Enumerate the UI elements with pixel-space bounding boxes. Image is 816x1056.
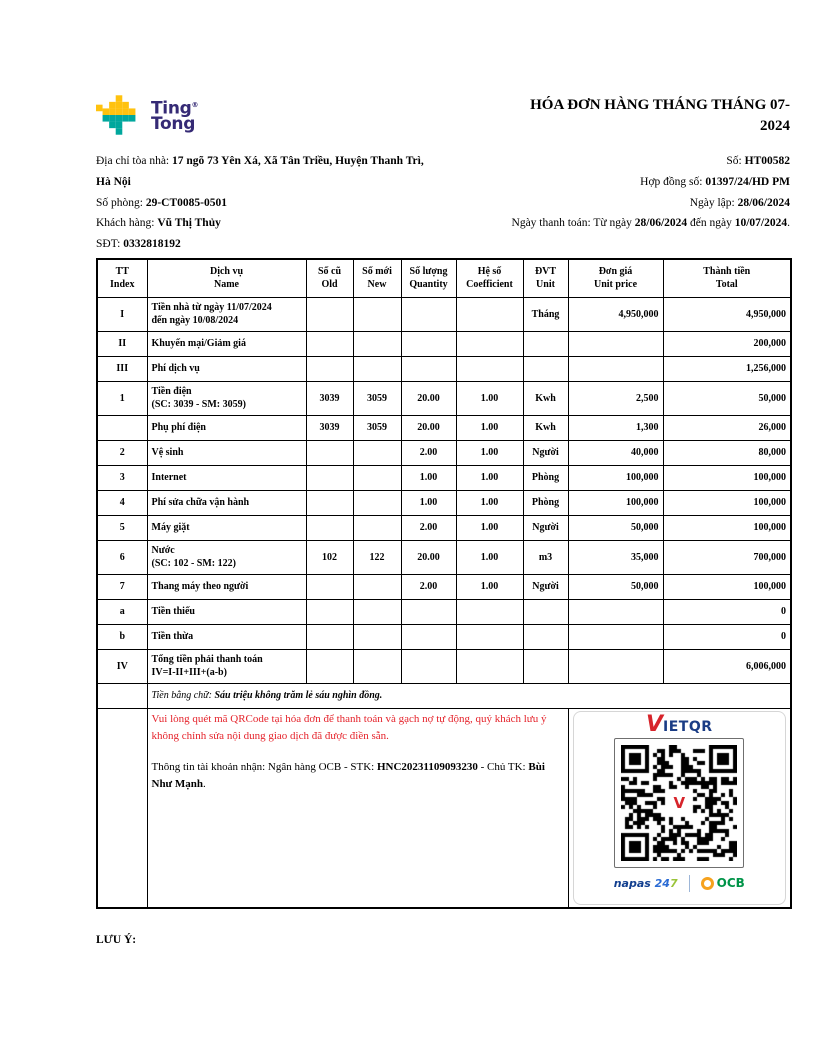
vietqr-v-icon: V [645,711,663,737]
col-header-unit: ĐVT Unit [523,259,568,297]
col-header-total: Thành tiền Total [663,259,791,297]
table-row [97,624,791,649]
cell-unit: Tháng [523,297,568,331]
table-row [97,574,791,599]
cell-coefficient: 1.00 [456,381,523,415]
cell-new [353,624,401,649]
cell-total: 100,000 [663,465,791,490]
col-header-index: TT Index [97,259,147,297]
cell-coefficient: 1.00 [456,465,523,490]
cell-total: 26,000 [663,415,791,440]
cell-quantity: 20.00 [401,381,456,415]
cell-new [353,440,401,465]
brand-line2: Tong [151,113,196,134]
building-address: Địa chỉ tòa nhà: 17 ngõ 73 Yên Xá, Xã Tân Triều, Huyện Thanh Trì, Hà Nội [96,155,424,188]
cell-index: II [97,331,147,356]
customer-name: Khách hàng: Vũ Thị Thủy [96,217,221,230]
cell-coefficient [456,649,523,683]
cell-name: Nước (SC: 102 - SM: 122) [147,540,306,574]
cell-unit-price [568,356,663,381]
cell-unit: Phòng [523,490,568,515]
cell-old: 102 [306,540,353,574]
cell-old [306,515,353,540]
contract-number: Hợp đồng số: 01397/24/HD PM [640,175,790,188]
cell-unit-price: 100,000 [568,490,663,515]
cell-old: 3039 [306,381,353,415]
cell-name: Thang máy theo người [147,574,306,599]
cell-total: 100,000 [663,574,791,599]
vietqr-card [573,711,787,905]
cell-total: 200,000 [663,331,791,356]
cell-new [353,297,401,331]
cell-coefficient: 1.00 [456,515,523,540]
cell-unit-price [568,624,663,649]
invoice-table [96,258,792,909]
cell-old [306,331,353,356]
cell-old [306,490,353,515]
cell-unit: Người [523,440,568,465]
cell-index [97,415,147,440]
divider [689,875,690,892]
cell-unit-price: 4,950,000 [568,297,663,331]
table-row [97,649,791,683]
col-header-new: Số mới New [353,259,401,297]
cell-name: Tổng tiền phải thanh toán IV=I-II+III+(a-b) [147,649,306,683]
cell-old [306,465,353,490]
room-number: Số phòng: 29-CT0085-0501 [96,196,227,209]
payment-qr-row [97,708,791,908]
table-row [97,440,791,465]
cell-total: 100,000 [663,515,791,540]
amount-in-words: Tiền bằng chữ: Sáu triệu không trăm lẻ sáu nghìn đồng. [147,683,791,708]
cell-total: 700,000 [663,540,791,574]
cell-total: 0 [663,599,791,624]
cell-name: Phụ phí điện [147,415,306,440]
table-row [97,381,791,415]
col-header-quantity: Số lượng Quantity [401,259,456,297]
cell-unit: m3 [523,540,568,574]
invoice-number: Số: HT00582 [726,155,790,167]
cell-old [306,574,353,599]
cell-new: 3059 [353,415,401,440]
cell-new [353,515,401,540]
cell-index: 7 [97,574,147,599]
table-row [97,465,791,490]
cell-quantity: 1.00 [401,465,456,490]
cell-index: 5 [97,515,147,540]
cell-old [306,599,353,624]
cell-unit-price: 100,000 [568,465,663,490]
cell-total: 4,950,000 [663,297,791,331]
cell-name: Vệ sinh [147,440,306,465]
cell-unit [523,624,568,649]
cell-name: Tiền thừa [147,624,306,649]
cell-new [353,356,401,381]
table-row [97,356,791,381]
cell-index: I [97,297,147,331]
cell-total: 6,006,000 [663,649,791,683]
cell-index: 3 [97,465,147,490]
cell-new [353,649,401,683]
qr-center-logo: V [667,792,691,814]
qr-code-cell [568,708,791,908]
cell-unit [523,599,568,624]
cell-coefficient [456,599,523,624]
customer-phone: SĐT: 0332818192 [96,238,181,251]
cell-unit-price: 50,000 [568,515,663,540]
cell-old [306,649,353,683]
table-row [97,490,791,515]
cell-old [306,356,353,381]
col-header-name: Dịch vụ Name [147,259,306,297]
cell-name: Tiền nhà từ ngày 11/07/2024 đến ngày 10/08/2024 [147,297,306,331]
cell-unit-price: 35,000 [568,540,663,574]
cell-unit: Người [523,574,568,599]
cell-unit [523,356,568,381]
cell-new [353,465,401,490]
cell-quantity: 2.00 [401,440,456,465]
cell-quantity [401,331,456,356]
cell-name: Máy giặt [147,515,306,540]
cell-coefficient [456,624,523,649]
cell-old [306,440,353,465]
cell-unit-price [568,649,663,683]
cell-coefficient: 1.00 [456,540,523,574]
cell-index [97,708,147,908]
cell-new: 3059 [353,381,401,415]
cell-coefficient [456,356,523,381]
vietqr-logo: V IETQR [645,711,713,737]
table-header-row [97,259,791,297]
cell-quantity: 2.00 [401,515,456,540]
cell-quantity [401,356,456,381]
napas-logo: napas 247 [613,876,678,890]
cell-coefficient: 1.00 [456,415,523,440]
cell-coefficient [456,297,523,331]
footer-note: LƯU Ý: [96,934,137,946]
cell-quantity [401,624,456,649]
account-info: Thông tin tài khoản nhận: Ngân hàng OCB - STK: HNC20231109093230 - Chủ TK: Bùi Như Mạnh. [151,760,545,790]
col-header-unit-price: Đơn giá Unit price [568,259,663,297]
cell-coefficient [456,331,523,356]
cell-index: 4 [97,490,147,515]
table-row [97,297,791,331]
cell-name: Tiền điện (SC: 3039 - SM: 3059) [147,381,306,415]
table-row [97,515,791,540]
table-row [97,540,791,574]
cell-quantity [401,649,456,683]
cell-quantity [401,297,456,331]
cell-coefficient: 1.00 [456,440,523,465]
cell-name: Tiền thiếu [147,599,306,624]
cell-new [353,574,401,599]
cell-quantity: 1.00 [401,490,456,515]
cell-unit: Kwh [523,415,568,440]
cell-old: 3039 [306,415,353,440]
title-line1: HÓA ĐƠN HÀNG THÁNG THÁNG 07- [530,97,790,113]
cell-quantity: 20.00 [401,415,456,440]
table-row [97,599,791,624]
cell-index: b [97,624,147,649]
table-row [97,331,791,356]
cell-total: 0 [663,624,791,649]
cell-new [353,490,401,515]
cell-index [97,683,147,708]
cell-index: III [97,356,147,381]
page-title [410,95,790,137]
cell-index: 6 [97,540,147,574]
issue-date: Ngày lập: 28/06/2024 [689,196,790,209]
qr-warning-text: Vui lòng quét mã QRCode tại hóa đơn để thanh toán và gạch nợ tự động, quý khách lưu ý không chỉnh sửa nội dung giao dịch đã được điền sẵn. [151,712,547,742]
cell-name: Internet [147,465,306,490]
title-line2: 2024 [760,118,790,134]
cell-unit: Phòng [523,465,568,490]
building-info [96,151,430,255]
col-header-coefficient: Hệ số Coefficient [456,259,523,297]
cell-unit-price [568,331,663,356]
payment-period: Ngày thanh toán: Từ ngày 28/06/2024 đến ngày 10/07/2024. [511,217,790,230]
cell-coefficient: 1.00 [456,574,523,599]
cell-unit: Người [523,515,568,540]
cell-quantity: 2.00 [401,574,456,599]
cell-unit-price: 1,300 [568,415,663,440]
cell-unit-price: 50,000 [568,574,663,599]
cell-unit-price: 2,500 [568,381,663,415]
tingtong-logo [96,94,198,136]
cell-quantity: 20.00 [401,540,456,574]
cell-old [306,624,353,649]
cell-unit [523,331,568,356]
brand-line1: Ting [151,98,192,119]
cell-name: Khuyến mại/Giảm giá [147,331,306,356]
cell-new [353,599,401,624]
payment-instructions [147,708,568,908]
cell-unit: Kwh [523,381,568,415]
cell-new [353,331,401,356]
qr-code-frame [614,738,744,868]
cell-unit-price [568,599,663,624]
cell-unit [523,649,568,683]
cell-total: 80,000 [663,440,791,465]
cell-new: 122 [353,540,401,574]
cell-index: 2 [97,440,147,465]
cell-old [306,297,353,331]
cell-quantity [401,599,456,624]
cell-index: a [97,599,147,624]
ocb-logo: OCB [701,876,745,890]
cell-total: 100,000 [663,490,791,515]
tingtong-logo-icon [96,94,142,136]
payment-networks [614,875,745,892]
cell-unit-price: 40,000 [568,440,663,465]
table-row [97,415,791,440]
cell-total: 50,000 [663,381,791,415]
cell-coefficient: 1.00 [456,490,523,515]
cell-total: 1,256,000 [663,356,791,381]
brand-name [151,98,198,132]
ocb-circle-icon [701,877,714,890]
cell-index: 1 [97,381,147,415]
cell-index: IV [97,649,147,683]
registered-mark: ® [191,101,199,110]
invoice-meta [410,151,790,234]
amount-in-words-row [97,683,791,708]
cell-name: Phí sửa chữa vận hành [147,490,306,515]
cell-name: Phí dịch vụ [147,356,306,381]
col-header-old: Số cũ Old [306,259,353,297]
